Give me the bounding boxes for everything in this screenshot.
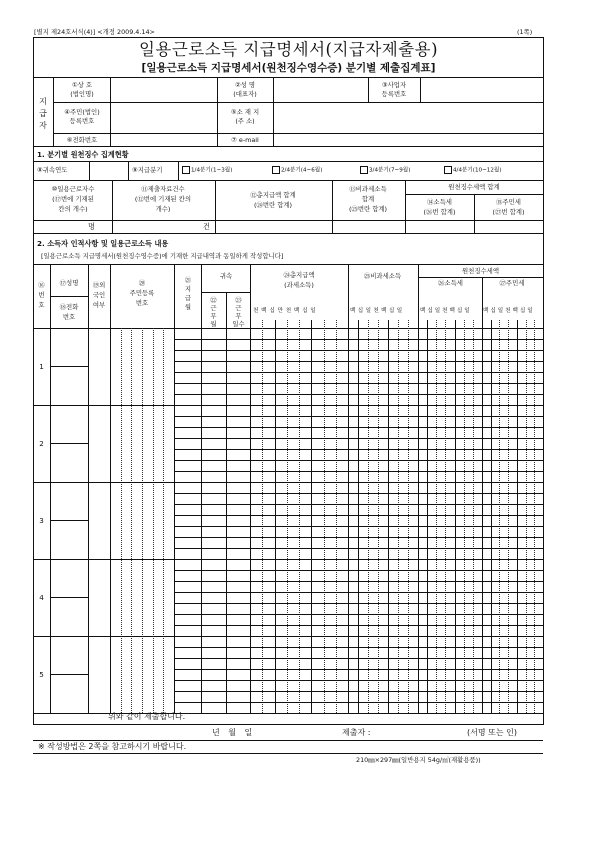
row-number: 2 — [39, 438, 44, 448]
divider — [445, 320, 446, 713]
income-tax-total-header: ⑭소득세 (㉖번 합계) — [423, 198, 456, 216]
phone-input[interactable] — [51, 598, 87, 635]
divider — [273, 133, 274, 146]
submission-statement: 위와 같이 제출합니다. — [108, 712, 186, 721]
quarter-label: ⑨지급분기 — [132, 166, 163, 174]
row-number: 3 — [39, 515, 44, 525]
year-input[interactable] — [90, 162, 127, 179]
resident-tax-total-input[interactable] — [475, 221, 541, 232]
divider — [174, 658, 543, 659]
submitter-label: 제출자 : — [342, 728, 371, 737]
divider — [275, 320, 276, 713]
divider — [33, 405, 543, 406]
row-number: 1 — [39, 361, 44, 371]
digit-units-resident: 백 십 일 천 백 십 일 — [483, 308, 533, 314]
col-number-header: ⑯ 번 호 — [38, 281, 45, 309]
divider — [368, 320, 369, 713]
divider — [174, 526, 543, 527]
divider — [455, 320, 456, 713]
phone-label: ⑥전화번호 — [66, 136, 98, 144]
id-number-input[interactable] — [111, 406, 173, 481]
nontaxable-header: ⑬비과세소득 합계 (㉕번란 합계) — [348, 185, 388, 213]
quarter-2-option[interactable]: 2/4분기(4~6월) — [272, 166, 322, 174]
divider — [491, 320, 492, 713]
divider — [299, 320, 300, 713]
divider — [174, 647, 543, 648]
divider — [287, 320, 288, 713]
representative-input[interactable] — [274, 78, 366, 101]
divider — [499, 320, 500, 713]
name-input[interactable] — [51, 329, 87, 365]
id-number-input[interactable] — [111, 483, 173, 558]
foreigner-input[interactable] — [89, 406, 109, 481]
col-nontaxable-header: ㉕비과세소득 — [363, 272, 402, 280]
business-number-label: ③사업자 등록번호 — [381, 81, 407, 98]
divider — [128, 161, 129, 180]
withholding-total-header: 원천징수세액 합계 — [448, 183, 500, 191]
divider — [174, 361, 543, 362]
worker-count-header: ⑩일용근로자수 (⑰번에 기재된 칸의 개수) — [51, 185, 95, 213]
resident-tax-total-header: ⑮주민세 (㉗번 합계) — [492, 198, 525, 216]
divider — [174, 548, 543, 549]
foreigner-input[interactable] — [89, 329, 109, 404]
divider — [388, 320, 389, 713]
email-label: ⑦ e-mail — [231, 136, 259, 144]
divider — [50, 296, 88, 297]
col-work-days-header: ㉓ 근 무 일수 — [232, 296, 245, 328]
col-income-tax-header: ㉖소득세 — [438, 279, 463, 287]
divider — [174, 603, 543, 604]
registration-number-label: ④주민(법인) 등록번호 — [64, 108, 100, 125]
phone-input[interactable] — [51, 675, 87, 712]
submitter-input[interactable] — [385, 726, 455, 738]
paper-spec: 210㎜×297㎜(일반용지 54g/㎡(재활용품)) — [356, 756, 481, 764]
form-title: 일용근로소득 지급명세서(지급자제출용) — [138, 40, 439, 59]
instructions-note: ※ 작성방법은 2쪽을 참고하시기 바랍니다. — [38, 742, 187, 751]
divider — [174, 394, 543, 395]
divider — [174, 592, 543, 593]
row-number: 5 — [39, 669, 44, 679]
divider — [33, 636, 543, 637]
digit-units-nontax: 백 십 일 천 백 십 일 — [350, 308, 403, 314]
address-label: ⑤소 재 지 (주 소) — [230, 108, 260, 125]
divider — [348, 264, 349, 713]
total-pay-header: ⑫총지급액 합계 (㉔번란 합계) — [250, 191, 296, 209]
divider — [174, 264, 175, 713]
divider — [33, 740, 543, 741]
divider — [534, 320, 535, 713]
payer-side-label: 지 급 자 — [39, 97, 47, 130]
col-resident-tax-header: ㉗주민세 — [499, 279, 525, 287]
divider — [174, 460, 543, 461]
divider — [217, 77, 218, 133]
name-input[interactable] — [51, 560, 87, 596]
col-work-month-header: ㉒ 근 무 월 — [210, 296, 217, 328]
company-name-input[interactable] — [111, 78, 215, 101]
col-attribution-header: 귀속 — [219, 272, 233, 280]
divider — [408, 320, 409, 713]
divider — [174, 625, 543, 626]
signature-label: (서명 또는 인) — [467, 728, 517, 737]
col-phone-header: ⑱전화 번호 — [59, 303, 79, 321]
divider — [358, 320, 359, 713]
divider — [418, 264, 419, 713]
divider — [174, 350, 543, 351]
divider — [174, 493, 543, 494]
divider — [53, 77, 54, 146]
form-number: [별지 제24호서식(4)] <개정 2009.4.14> — [34, 28, 155, 36]
divider — [33, 482, 543, 483]
divider — [174, 438, 543, 439]
business-number-input[interactable] — [421, 78, 541, 101]
divider — [174, 515, 543, 516]
id-number-input[interactable] — [111, 637, 173, 712]
col-withholding-header: 원천징수세액 — [461, 267, 500, 275]
divider — [174, 702, 543, 703]
phone-input[interactable] — [111, 134, 215, 145]
record-count-header: ⑪제출자료건수 (⑫번에 기재된 칸의 개수) — [134, 185, 192, 213]
quarter-3-option[interactable]: 3/4분기(7~9월) — [360, 166, 410, 174]
checkbox-icon[interactable] — [272, 166, 280, 174]
divider — [398, 320, 399, 713]
digit-units-income: 백 십 일 천 백 십 일 — [420, 308, 470, 314]
address-input[interactable] — [274, 103, 541, 132]
people-unit: 명 — [88, 222, 95, 231]
col-total-pay-header: ㉔총지급액 (과세소득) — [283, 271, 315, 289]
email-input[interactable] — [274, 134, 541, 145]
total-pay-input[interactable] — [216, 221, 331, 232]
divider — [174, 427, 543, 428]
divider — [174, 416, 543, 417]
divider — [174, 339, 543, 340]
divider — [174, 504, 543, 505]
divider — [174, 581, 543, 582]
checkbox-icon[interactable] — [360, 166, 368, 174]
checkbox-icon[interactable] — [444, 166, 452, 174]
record-count-input[interactable] — [113, 221, 199, 232]
divider — [33, 146, 543, 147]
name-input[interactable] — [51, 483, 87, 519]
divider — [250, 264, 251, 713]
divider — [508, 320, 509, 713]
divider — [311, 320, 312, 713]
company-name-label: ①상 호 (법인명) — [70, 81, 94, 98]
divider — [174, 570, 543, 571]
foreigner-input[interactable] — [89, 560, 109, 635]
cases-unit: 건 — [203, 222, 210, 231]
section-1-title: 1. 분기별 원천징수 집계현황 — [37, 150, 129, 159]
foreigner-input[interactable] — [89, 637, 109, 712]
divider — [33, 233, 543, 234]
section-2-title: 2. 소득자 인적사항 및 일용근로소득 내용 — [37, 239, 169, 248]
divider — [226, 292, 227, 713]
divider — [174, 372, 543, 373]
digit-units-total: 천 백 십 만 천 백 십 일 — [253, 308, 317, 314]
divider — [217, 133, 218, 146]
row-number: 4 — [39, 592, 44, 602]
col-foreigner-header: ⑲외 국인 여부 — [92, 281, 106, 309]
divider — [526, 320, 527, 713]
divider — [262, 320, 263, 713]
divider — [427, 320, 428, 713]
phone-input[interactable] — [51, 367, 87, 404]
divider — [517, 320, 518, 713]
section-2-note: [일용근로소득 지급명세서(원천징수영수증)에 기재한 지급내역과 동일하게 작성합니다] — [41, 252, 284, 260]
divider — [174, 669, 543, 670]
page-number: (1쪽) — [517, 28, 533, 36]
divider — [33, 180, 543, 181]
divider — [174, 471, 543, 472]
form-subtitle: [일용근로소득 지급명세서(원천징수영수증) 분기별 제출집계표] — [141, 62, 436, 74]
representative-label: ②성 명 (대표자) — [233, 81, 257, 98]
divider — [174, 383, 543, 384]
income-tax-total-input[interactable] — [406, 221, 473, 232]
divider — [464, 320, 465, 713]
worker-count-input[interactable] — [34, 221, 84, 232]
divider — [324, 320, 325, 713]
phone-input[interactable] — [51, 521, 87, 558]
phone-input[interactable] — [51, 444, 87, 481]
divider — [473, 320, 474, 713]
divider — [174, 691, 543, 692]
divider — [201, 264, 202, 713]
divider — [378, 320, 379, 713]
year-label: ⑧귀속연도 — [37, 166, 68, 174]
divider — [436, 320, 437, 713]
divider — [33, 753, 543, 754]
divider — [178, 161, 179, 180]
quarter-4-option[interactable]: 4/4분기(10~12월) — [444, 166, 502, 174]
quarter-1-option[interactable]: 1/4분기(1~3월) — [182, 166, 232, 174]
foreigner-input[interactable] — [89, 483, 109, 558]
id-number-input[interactable] — [111, 329, 173, 404]
divider — [33, 559, 543, 560]
divider — [174, 680, 543, 681]
submission-date: 년 월 일 — [212, 728, 253, 737]
col-id-header: ⑳ 주민등록 번호 — [129, 279, 155, 307]
col-name-header: ⑰성명 — [59, 279, 79, 287]
divider — [336, 320, 337, 713]
divider — [174, 614, 543, 615]
name-input[interactable] — [51, 637, 87, 673]
divider — [174, 537, 543, 538]
checkbox-icon[interactable] — [182, 166, 190, 174]
divider — [419, 277, 543, 278]
nontaxable-input[interactable] — [333, 221, 404, 232]
name-input[interactable] — [51, 406, 87, 442]
id-number-input[interactable] — [111, 560, 173, 635]
divider — [174, 449, 543, 450]
registration-number-input[interactable] — [111, 103, 215, 132]
col-pay-month-header: ㉑ 지 급 월 — [184, 276, 192, 311]
